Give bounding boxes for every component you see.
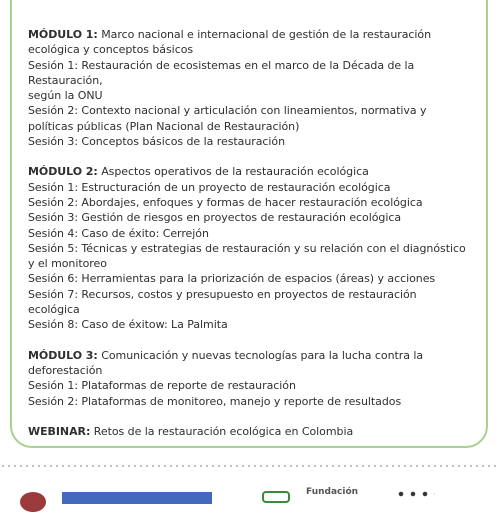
program-content [28, 27, 468, 439]
webinar-label: WEBINAR: [28, 424, 91, 438]
webinar [28, 424, 468, 439]
webinar-title: Retos de la restauración ecológica en Colombia [90, 424, 354, 438]
logo-strip [0, 462, 500, 500]
partner-logo-blue [62, 492, 212, 504]
module-3-title: Comunicación y nuevas tecnologías para la lucha contra la deforestación [28, 348, 424, 377]
session-line: Sesión 7: Recursos, costos y presupuesto en proyectos de restauración ecológica [28, 287, 417, 317]
session-line: Sesión 8: Caso de éxitow: La Palmita [28, 318, 228, 332]
webinar-heading [28, 424, 468, 439]
module-2-title: Aspectos operativos de la restauración ecológica [97, 165, 369, 179]
partner-logo-fundacion: Fundación [306, 487, 359, 497]
session-line: Sesión 3: Gestión de riesgos en proyectos de restauración ecológica [28, 211, 402, 225]
module-2-heading [28, 164, 468, 179]
module-1-heading [28, 27, 468, 58]
session-line: Sesión 3: Conceptos básicos de la restauración [28, 135, 286, 149]
dotted-divider [0, 464, 500, 468]
module-3-label: MÓDULO 3: [28, 348, 98, 362]
module-1-label: MÓDULO 1: [28, 28, 98, 41]
module-3-heading [28, 348, 468, 379]
module-1-title: Marco nacional e internacional de gestión de la restauración ecológica y conceptos básicos [28, 28, 432, 57]
module-1 [28, 27, 468, 149]
session-line: Sesión 4: Caso de éxito: Cerrejón [28, 226, 209, 240]
module-2 [28, 164, 468, 332]
partner-logo-dots [395, 489, 435, 499]
session-line: según la ONU [28, 89, 103, 103]
partner-logo-red [20, 492, 46, 512]
session-line: Sesión 1: Plataformas de reporte de restauración [28, 379, 296, 393]
session-line: Sesión 1: Restauración de ecosistemas en el marco de la Década de la Restauración, [28, 58, 415, 87]
module-3 [28, 348, 468, 409]
partner-logo-green-icon [262, 491, 290, 503]
module-2-label: MÓDULO 2: [28, 165, 98, 179]
session-line: Sesión 2: Plataformas de monitoreo, manejo y reporte de resultados [28, 394, 402, 408]
session-line: Sesión 2: Contexto nacional y articulación con lineamientos, normativa y políticas públicas (Plan Nacional de Restauración) [28, 104, 427, 133]
session-line: Sesión 2: Abordajes, enfoques y formas de hacer restauración ecológica [28, 195, 423, 209]
session-line: Sesión 5: Técnicas y estrategias de restauración y su relación con el diagnóstico y el monitoreo [28, 241, 466, 271]
session-line: Sesión 6: Herramientas para la priorización de espacios (áreas) y acciones [28, 272, 436, 286]
session-line: Sesión 1: Estructuración de un proyecto de restauración ecológica [28, 180, 391, 194]
